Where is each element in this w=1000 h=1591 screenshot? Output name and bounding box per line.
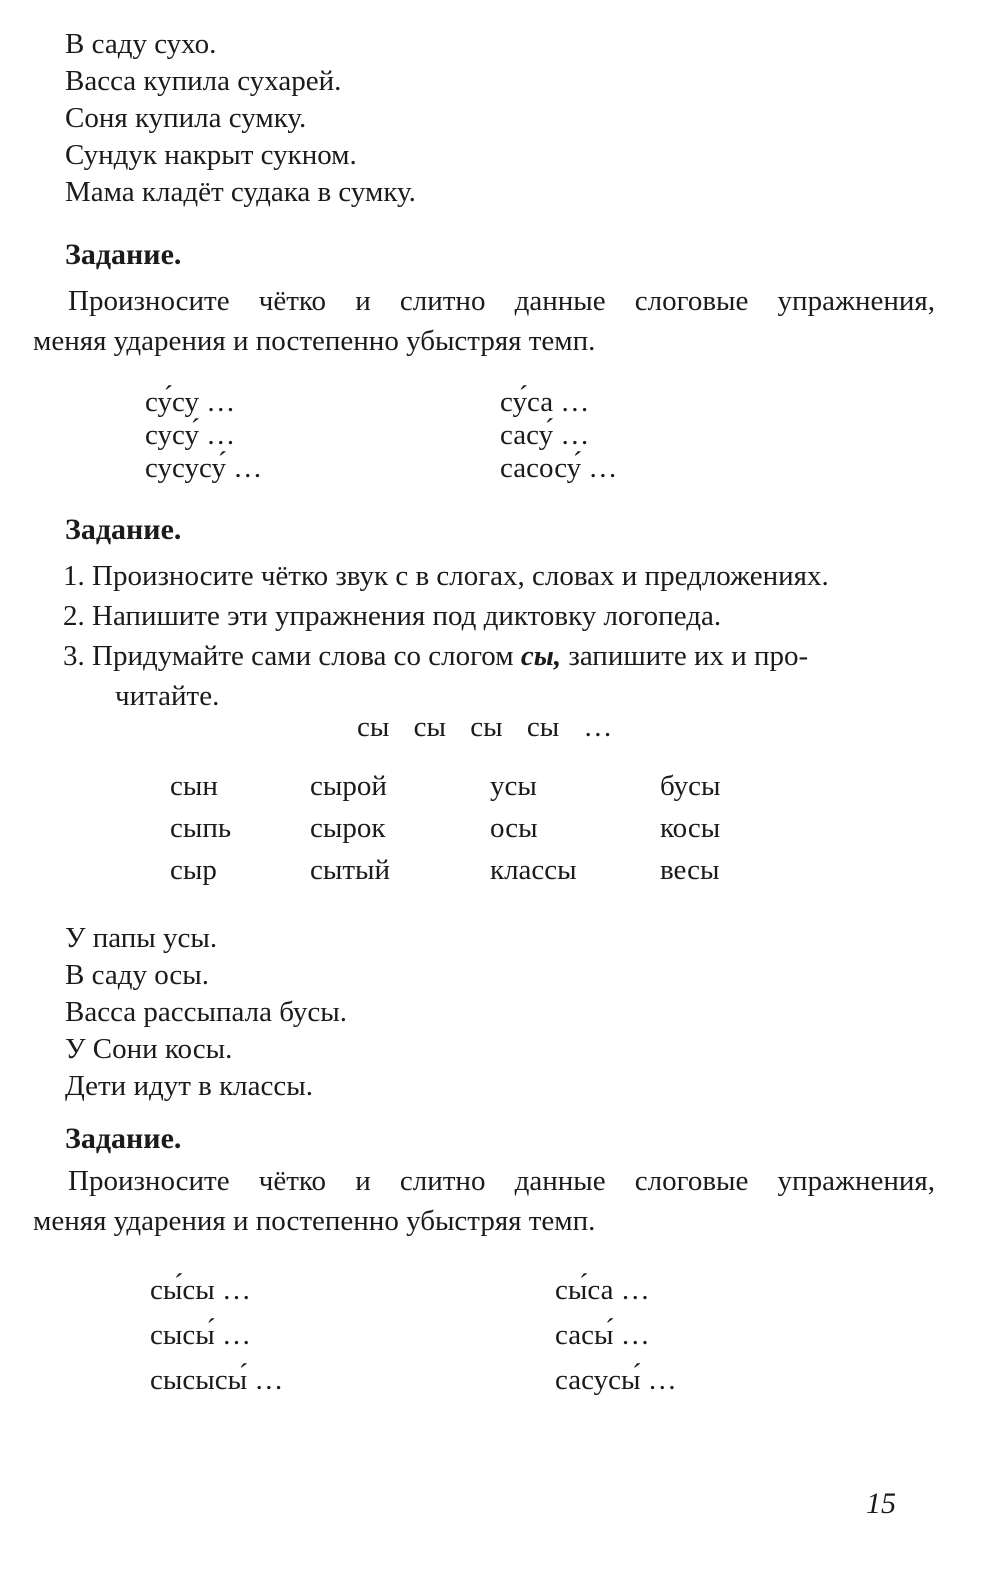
- word-cell: сырой: [310, 770, 387, 802]
- word-cell: бусы: [660, 770, 721, 802]
- drill-line: сы́сы …: [150, 1274, 251, 1306]
- word-cell: сытый: [310, 854, 391, 886]
- sentence: Соня купила сумку.: [65, 102, 307, 134]
- word-cell: сын: [170, 770, 218, 802]
- sentence: Васса купила сухарей.: [65, 65, 342, 97]
- sentence: У папы усы.: [65, 922, 218, 954]
- drill-line: сасосу́ …: [500, 452, 618, 484]
- word-cell: весы: [660, 854, 720, 886]
- sentence: У Сони косы.: [65, 1033, 233, 1065]
- practice-sentence-group: [65, 920, 347, 1105]
- sentence: В саду сухо.: [65, 28, 217, 60]
- word-cell: сырок: [310, 812, 386, 844]
- drill-line: сусусу́ …: [145, 452, 263, 484]
- drill-line: сасу́ …: [500, 419, 590, 451]
- task-instruction: [33, 281, 935, 361]
- task-heading: Задание.: [65, 513, 182, 546]
- page-number: 15: [866, 1487, 896, 1520]
- syllable-repeat-line: сы сы сы сы …: [357, 711, 613, 743]
- list-item: 2. Напишите эти упражнения под диктовку логопеда.: [63, 600, 722, 632]
- word-table: [170, 770, 721, 896]
- word-cell: косы: [660, 812, 721, 844]
- drill-line: сасусы́ …: [555, 1364, 677, 1396]
- list-item-continuation: читайте.: [115, 680, 220, 712]
- drill-line: сысысы́ …: [150, 1364, 284, 1396]
- drill-line: сасы́ …: [555, 1319, 650, 1351]
- list-item: 1. Произносите чётко звук с в слогах, словах и предложениях.: [63, 560, 829, 592]
- sentence: В саду осы.: [65, 959, 210, 991]
- sentence: Мама кладёт судака в сумку.: [65, 176, 416, 208]
- list-item-text: 3. Придумайте сами слова со слогом: [63, 640, 521, 672]
- intro-sentence-group: [65, 26, 416, 211]
- word-cell: сыр: [170, 854, 217, 886]
- drill-line: сусу́ …: [145, 419, 236, 451]
- word-cell: усы: [490, 770, 537, 802]
- task-instruction: [33, 1161, 935, 1241]
- task-heading: Задание.: [65, 238, 182, 271]
- drill-line: сы́са …: [555, 1274, 650, 1306]
- instruction-line: Произносите чётко и слитно данные слоговые упражнения,: [68, 285, 935, 317]
- instruction-line: меняя ударения и постепенно убыстряя темп.: [33, 1205, 596, 1237]
- list-item-text: запишите их и про-: [561, 640, 809, 672]
- syllable-drill-right: [500, 386, 617, 485]
- task-numbered-list: [63, 556, 943, 716]
- list-item: [63, 636, 943, 676]
- drill-line: сысы́ …: [150, 1319, 251, 1351]
- highlighted-syllable: сы,: [520, 640, 562, 672]
- sentence: Сундук накрыт сукном.: [65, 139, 357, 171]
- word-cell: классы: [490, 854, 577, 886]
- syllable-drill-left: [145, 386, 262, 485]
- syllable-drill-left: [150, 1268, 283, 1403]
- word-cell: осы: [490, 812, 538, 844]
- word-cell: сыпь: [170, 812, 232, 844]
- sentence: Дети идут в классы.: [65, 1070, 314, 1102]
- instruction-line: меняя ударения и постепенно убыстряя темп.: [33, 325, 596, 357]
- drill-line: су́са …: [500, 386, 590, 418]
- syllable-drill-right: [555, 1268, 677, 1403]
- task-heading: Задание.: [65, 1122, 182, 1155]
- sentence: Васса рассыпала бусы.: [65, 996, 348, 1028]
- instruction-line: Произносите чётко и слитно данные слоговые упражнения,: [68, 1165, 935, 1197]
- drill-line: су́су …: [145, 386, 236, 418]
